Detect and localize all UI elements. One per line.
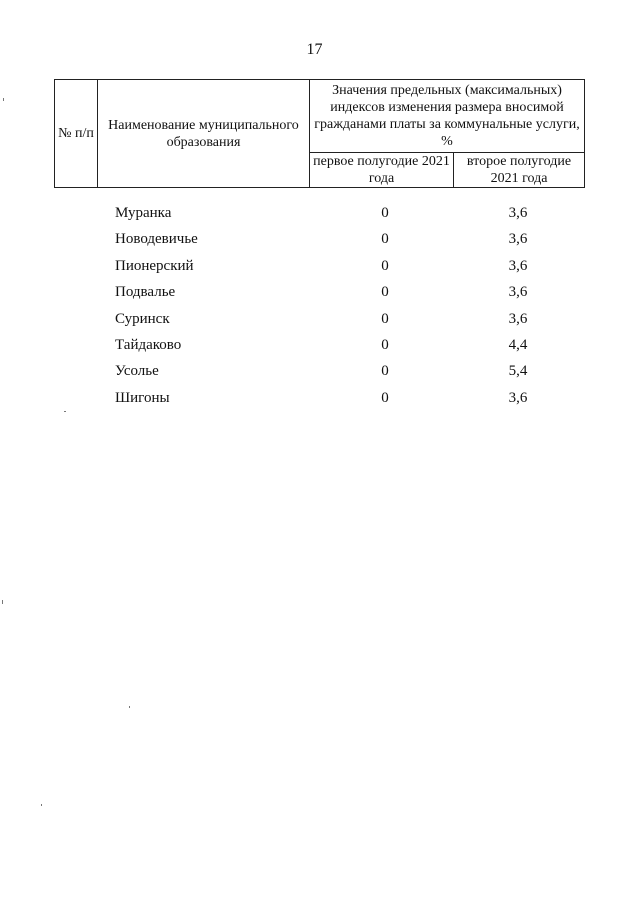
table-row xyxy=(0,256,629,282)
first-half-value: 0 xyxy=(381,363,389,380)
second-half-value: 5,4 xyxy=(508,363,528,380)
municipality-name: Пионерский xyxy=(115,257,194,274)
header-number: № п/п xyxy=(55,80,98,188)
header-municipality: Наименование муниципального образования xyxy=(98,80,310,188)
scan-speck xyxy=(64,411,66,412)
municipality-name: Подвалье xyxy=(115,284,176,301)
scan-speck xyxy=(2,600,3,604)
first-half-value: 0 xyxy=(381,310,389,327)
table-header xyxy=(54,79,585,188)
second-half-value: 3,6 xyxy=(508,205,528,221)
second-half-value: 3,6 xyxy=(508,389,528,406)
municipality-name: Новодевичье xyxy=(115,231,198,248)
first-half-value: 0 xyxy=(381,389,389,406)
second-half-value: 3,6 xyxy=(508,310,528,327)
table-row xyxy=(0,335,629,361)
first-half-value: 0 xyxy=(381,205,389,221)
header-first-half: первое полугодие 2021 года xyxy=(310,153,454,188)
second-half-value: 4,4 xyxy=(508,336,528,353)
municipality-name: Суринск xyxy=(115,310,170,327)
table-row xyxy=(0,229,629,255)
municipality-name: Тайдаково xyxy=(115,336,182,353)
scan-speck xyxy=(3,98,4,101)
header-second-half: второе полугодие 2021 года xyxy=(454,153,585,188)
table-body xyxy=(0,203,629,414)
first-half-value: 0 xyxy=(381,284,389,301)
table-row xyxy=(0,203,629,229)
scan-speck xyxy=(41,804,42,806)
first-half-value: 0 xyxy=(381,257,389,274)
first-half-value: 0 xyxy=(381,231,389,248)
second-half-value: 3,6 xyxy=(508,231,528,248)
first-half-value: 0 xyxy=(381,336,389,353)
table-row xyxy=(0,282,629,308)
municipality-name: Муранка xyxy=(115,205,172,221)
second-half-value: 3,6 xyxy=(508,284,528,301)
table-row xyxy=(0,361,629,387)
municipality-name: Усолье xyxy=(115,363,159,380)
second-half-value: 3,6 xyxy=(508,257,528,274)
municipality-name: Шигоны xyxy=(115,389,170,406)
scan-speck xyxy=(129,706,130,708)
table-row xyxy=(0,388,629,414)
page-number: 17 xyxy=(306,41,323,58)
header-index-values: Значения предельных (максимальных) индексов изменения размера вносимой гражданами платы за коммунальные услуги, % xyxy=(310,80,585,153)
table-row xyxy=(0,309,629,335)
